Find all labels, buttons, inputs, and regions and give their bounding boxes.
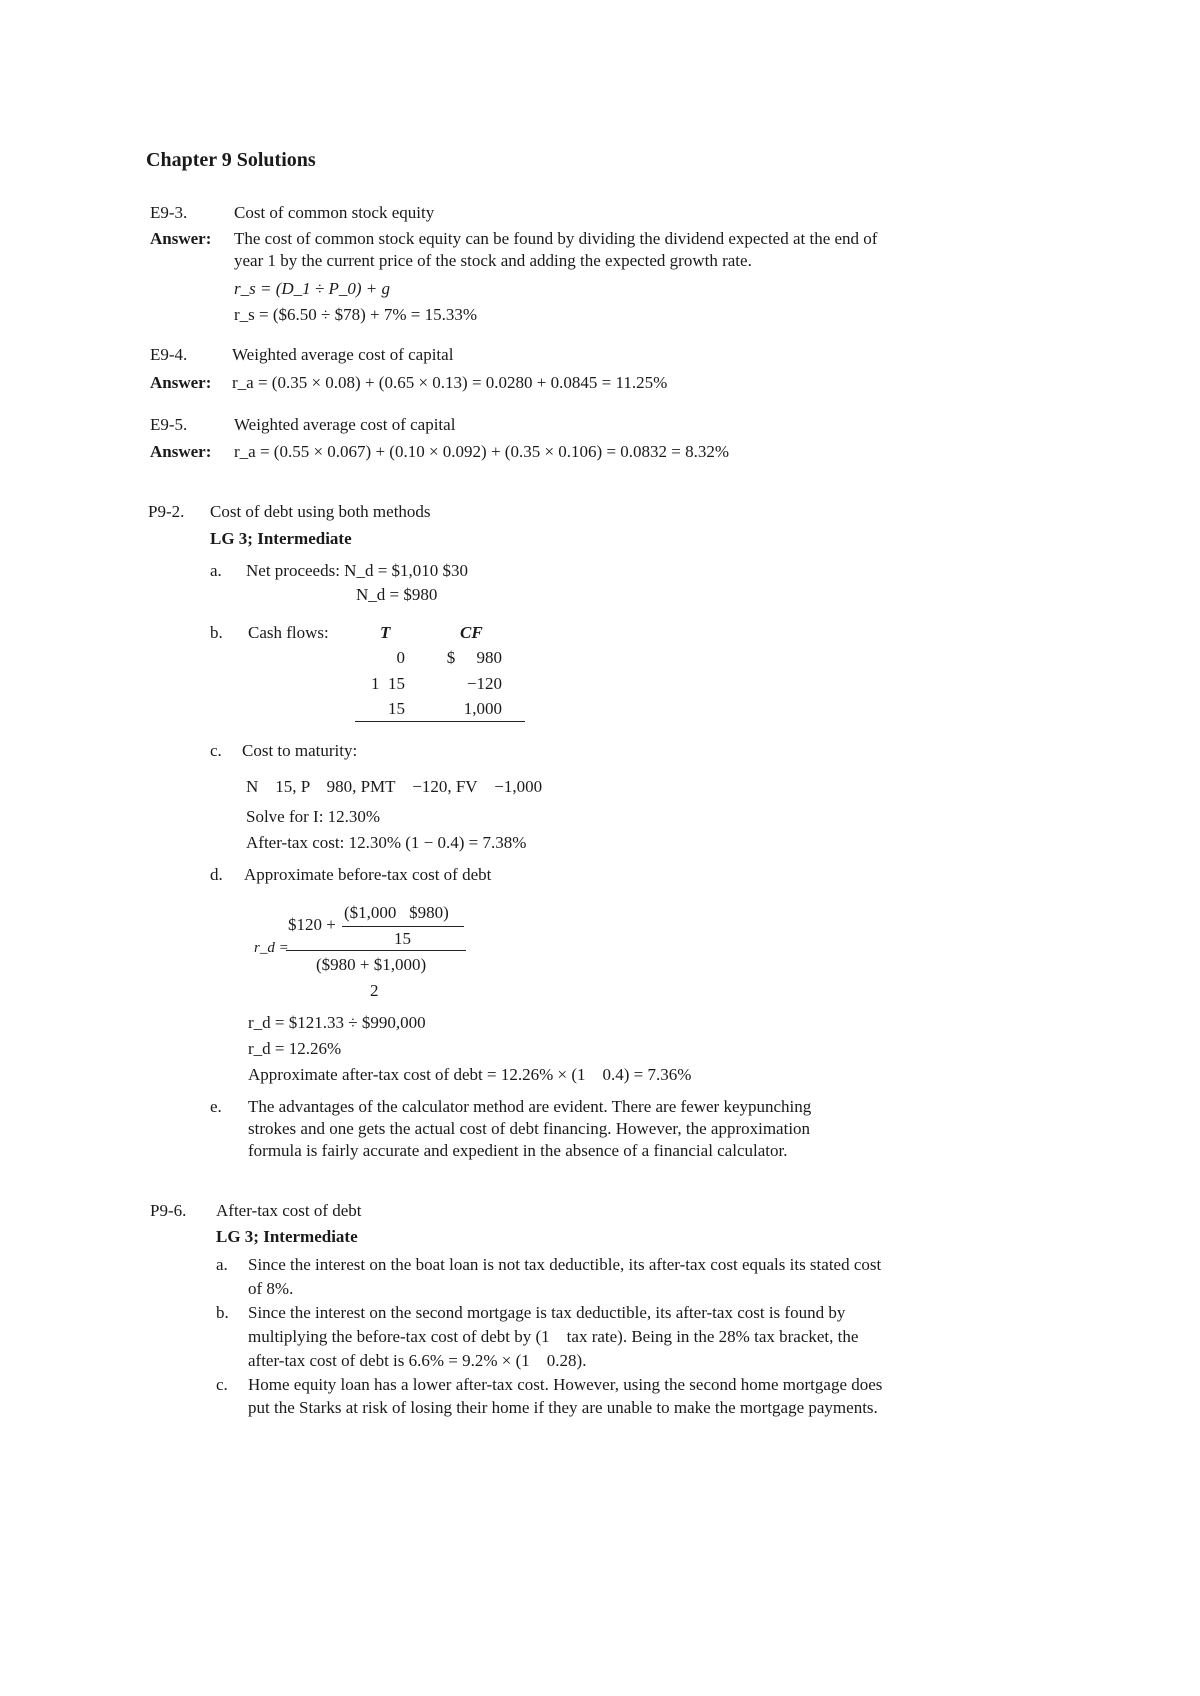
p9-2-level: LG 3; Intermediate [210,529,352,548]
p9-2-a-label: a. [210,561,222,580]
p9-2-c-text: Cost to maturity: [242,741,358,760]
e9-3-formula-1: r_s = (D_1 ÷ P_0) + g [234,279,390,298]
p9-2-c-line-3: After-tax cost: 12.30% (1 − 0.4) = 7.38% [246,833,527,852]
p9-6-a-label: a. [216,1255,228,1274]
formula-lhs: r_d = [254,940,289,956]
p9-2-e-line-2: strokes and one gets the actual cost of debt financing. However, the approximation [248,1119,811,1138]
p9-6-c-line-1: Home equity loan has a lower after-tax cost. However, using the second home mortgage does [248,1375,883,1394]
e9-3-heading: Cost of common stock equity [234,203,435,222]
e9-5-formula: r_a = (0.55 × 0.067) + (0.10 × 0.092) + (0.35 × 0.106) = 0.0832 = 8.32% [234,442,730,461]
p9-6-level: LG 3; Intermediate [216,1227,358,1246]
p9-6-c-label: c. [216,1375,228,1394]
p9-6-b-line-3: after-tax cost of debt is 6.6% = 9.2% × (1 0.28). [248,1351,587,1370]
p9-2-c-line-2: Solve for I: 12.30% [246,807,381,826]
e9-4-formula: r_a = (0.35 × 0.08) + (0.65 × 0.13) = 0.0280 + 0.0845 = 11.25% [232,373,668,392]
e9-3-answer-label: Answer: [150,229,212,248]
page-title: Chapter 9 Solutions [146,149,316,171]
e9-3-id: E9-3. [150,203,188,222]
table-underline [355,721,525,722]
p9-2-b-label: b. [210,623,223,642]
p9-2-c-label: c. [210,741,222,760]
e9-4-answer-label: Answer: [150,373,212,392]
e9-5-id: E9-5. [150,415,188,434]
p9-2-d-line-3: Approximate after-tax cost of debt = 12.26% × (1 0.4) = 7.36% [248,1065,692,1084]
p9-2-d-text: Approximate before-tax cost of debt [244,865,492,884]
table-row-1-cf: −120 [466,674,502,693]
formula-inner-fraction-bar [342,926,464,927]
p9-2-d-line-2: r_d = 12.26% [248,1039,342,1058]
formula-inner-numerator: ($1,000 $980) [344,903,449,922]
p9-2-id: P9-2. [148,502,185,521]
table-row-0-t: 0 [396,648,405,667]
p9-6-heading: After-tax cost of debt [216,1201,362,1220]
e9-4-heading: Weighted average cost of capital [232,345,454,364]
e9-3-text-line-2: year 1 by the current price of the stock and adding the expected growth rate. [234,251,752,270]
p9-2-a-text-2: N_d = $980 [356,585,438,604]
table-header-t: T [380,623,391,642]
p9-2-c-line-1: N 15, P 980, PMT −120, FV −1,000 [246,777,543,796]
table-header-cf: CF [460,623,483,642]
formula-main-fraction-bar [286,950,466,951]
table-row-0-cf: $ 980 [446,648,502,667]
table-row-2-cf: 1,000 [463,699,502,718]
p9-6-b-label: b. [216,1303,229,1322]
p9-6-b-line-1: Since the interest on the second mortgage is tax deductible, its after-tax cost is found by [248,1303,846,1322]
formula-inner-denominator: 15 [394,929,411,948]
formula-denominator-2: 2 [370,981,379,1000]
e9-3-formula-2: r_s = ($6.50 ÷ $78) + 7% = 15.33% [234,305,478,324]
p9-2-heading: Cost of debt using both methods [210,502,431,521]
table-row-1-t: 1 15 [371,674,405,693]
formula-pre: $120 + [288,915,336,934]
p9-6-c-line-2: put the Starks at risk of losing their home if they are unable to make the mortgage payments. [248,1398,878,1417]
e9-5-heading: Weighted average cost of capital [234,415,456,434]
table-row-2-t: 15 [388,699,405,718]
p9-2-e-line-1: The advantages of the calculator method are evident. There are fewer keypunching [248,1097,812,1116]
e9-3-text-line-1: The cost of common stock equity can be found by dividing the dividend expected at the end of [234,229,878,248]
p9-2-a-text: Net proceeds: N_d = $1,010 $30 [246,561,469,580]
formula-denominator: ($980 + $1,000) [316,955,427,974]
p9-2-e-label: e. [210,1097,222,1116]
p9-6-id: P9-6. [150,1201,187,1220]
e9-4-id: E9-4. [150,345,188,364]
p9-2-b-text: Cash flows: [248,623,329,642]
p9-6-b-line-2: multiplying the before-tax cost of debt by (1 tax rate). Being in the 28% tax bracket, the [248,1327,859,1346]
p9-6-a-line-2: of 8%. [248,1279,294,1298]
p9-2-d-label: d. [210,865,223,884]
e9-5-answer-label: Answer: [150,442,212,461]
p9-2-d-line-1: r_d = $121.33 ÷ $990,000 [248,1013,426,1032]
p9-2-e-line-3: formula is fairly accurate and expedient in the absence of a financial calculator. [248,1141,788,1160]
p9-6-a-line-1: Since the interest on the boat loan is not tax deductible, its after-tax cost equals its stated cost [248,1255,882,1274]
